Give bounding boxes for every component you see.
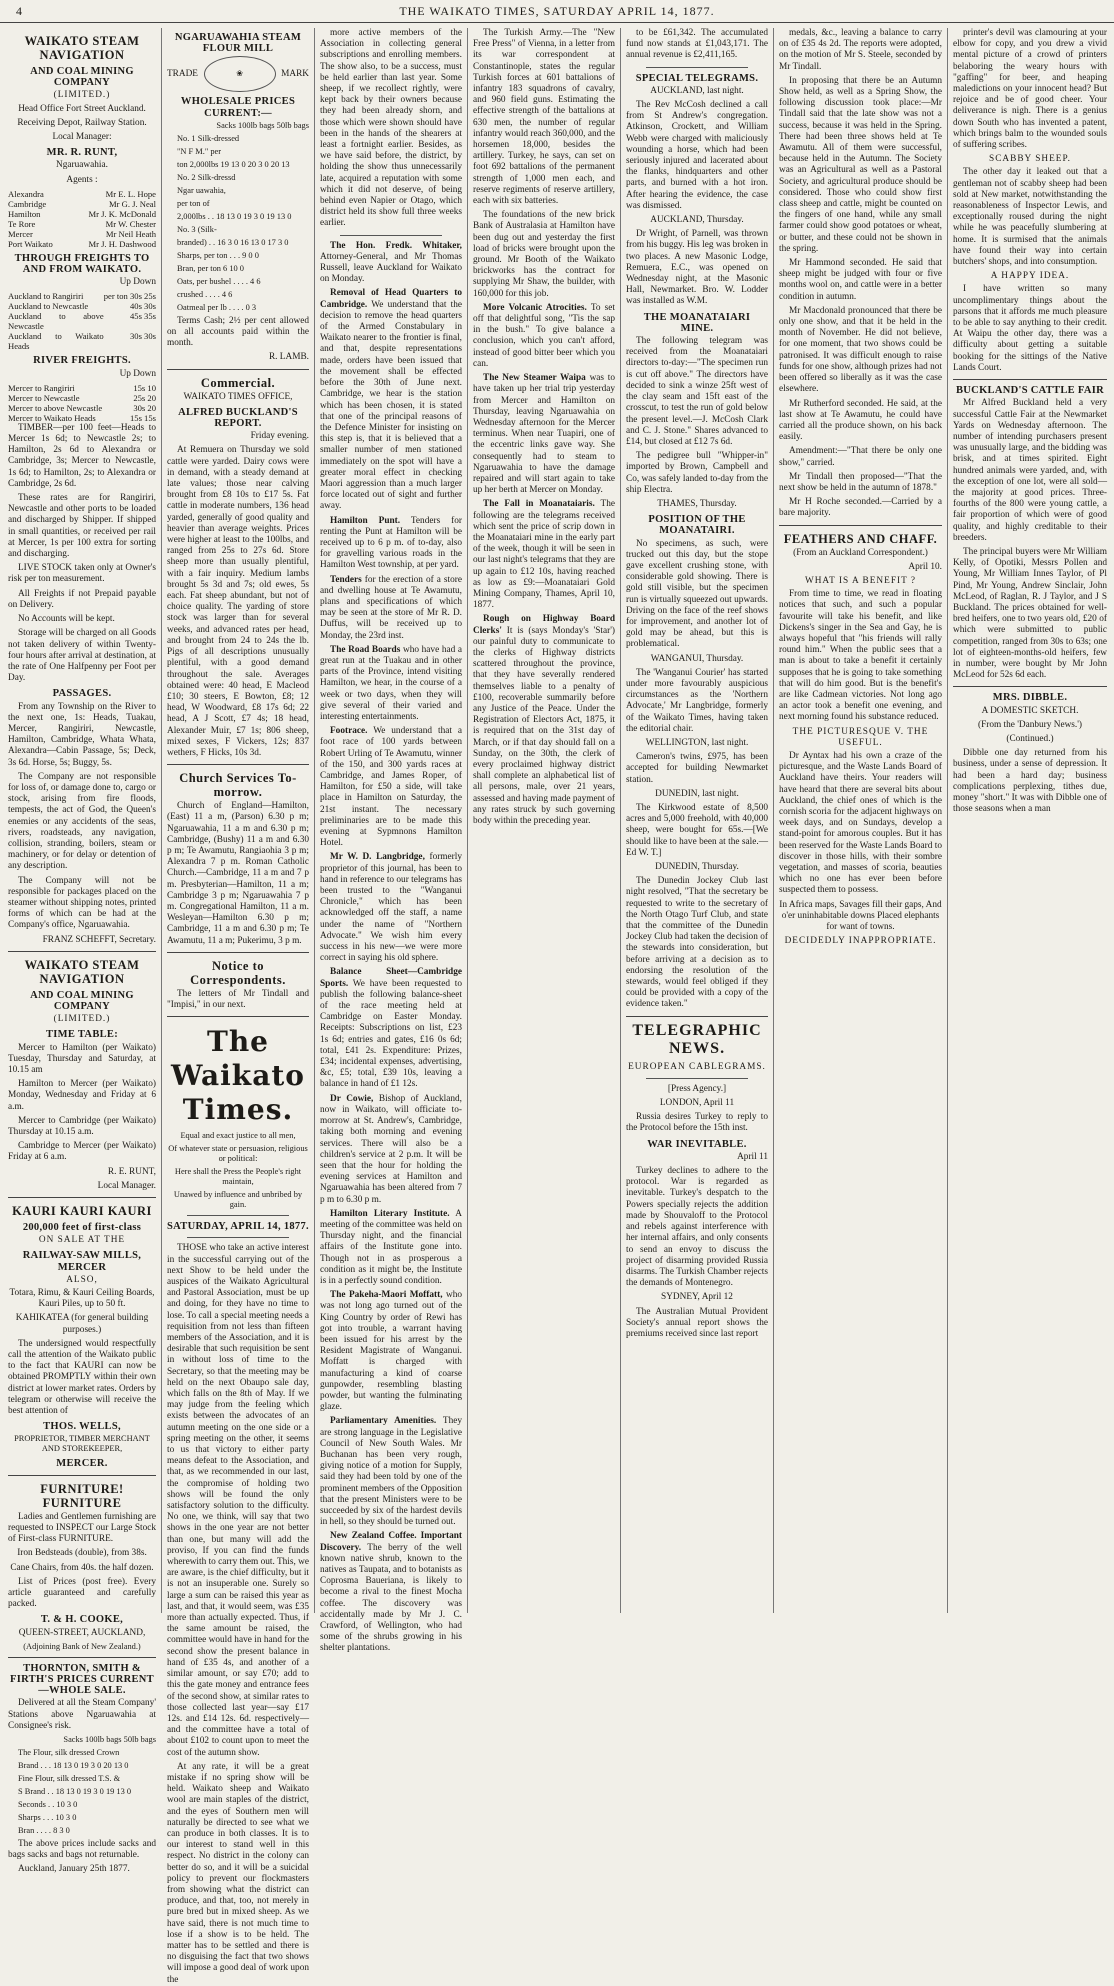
steam-nav-2-title: WAIKATO STEAM NAVIGATION <box>24 957 140 986</box>
table-row <box>8 189 156 199</box>
motto-line: Here shall the Press the People's right maintain, <box>174 1167 302 1187</box>
buckland-report-title: ALFRED BUCKLAND'S REPORT. <box>178 406 298 430</box>
news-item-body: who have had a great run at the Tuakau and in other parts of the Province, intend visiting Hamilton, we hear, in the course of a week or two days, when they will give several of their varied and interesting entertainments. <box>320 644 462 722</box>
thos-title: PROPRIETOR, TIMBER MERCHANT AND STOREKEEPER, <box>14 1434 150 1454</box>
receiving-depot: Receiving Depot, Railway Station. <box>17 117 147 128</box>
picturesque-head: THE PICTURESQUE V. THE USEFUL. <box>792 726 929 748</box>
price-row: Oats, per bushel . . . . 4 6 <box>177 276 261 286</box>
news-item-head: The Fall in Moanataiaris. <box>483 499 595 510</box>
trade-mark-block <box>167 56 309 92</box>
head-office: Head Office Fort Street Auckland. <box>18 103 146 114</box>
cooke-address: QUEEN-STREET, AUCKLAND, <box>18 1627 146 1638</box>
discussion-body: In proposing that there be an Autumn Show held, as well as a Spring Show, the following discussion took place:—Mr Tindall said that the late show was not a success, because it was held in the Spring. There had been three shows held at Te Awamutu. All of them were successful, because held in the Autumn. The Society was an Agricultural as well as a Pastoral Society, and agricultural produce should be considered. Those who could show first class sheep and cattle, might be counted on the fingers of one hand, while any small farmer could show good potatoes or wheat, or butter, and these could not be shown in the spring. <box>779 75 942 254</box>
feathers-title: FEATHERS AND CHAFF. <box>783 531 938 546</box>
agent-place: Hamilton <box>8 208 41 219</box>
page-number: 4 <box>16 4 22 18</box>
telegram-body: The pedigree bull "Whipper-in" imported by Brown, Campbell and Co, was safely landed to-day from the ship Electra. <box>626 451 768 495</box>
commercial-title: Commercial. <box>200 375 276 390</box>
news-item <box>320 967 462 1090</box>
news-item-head: Parliamentary Amenities. <box>330 1416 437 1427</box>
river-rate: 25s 20 <box>133 392 156 403</box>
freight-route: Auckland to Rangiriri <box>8 291 84 302</box>
passages-text: From any Township on the River to the next one, 1s: Heads, Tuakau, Mercer, Rangiriri, Newcastle, Hamilton, Cambridge, Whata Whata, Alexandra—Cabin Passage, 5s; Deck, 3s 6d. Horse, 5s; Buggy, 5s. <box>8 701 156 768</box>
agent-name: Mr G. J. Neal <box>108 198 156 209</box>
local-manager-town: Ngaruawahia. <box>56 160 108 171</box>
picturesque-body: Dr Ayntax had his own a craze of the picturesque, and the Waste Lands Board of Auckland have theirs. Your readers will have heard that there are several bits about Auckland, the chief ones of which is the cornish scoria for the adjacent highways on week days, and on Sundays, develop a stand-point for amorous couples. But it has been reserved for the Waste Lands Board to discover in those hills, with their sombre vegetation, and masses of scoria, beauties which no one has ever been before suspected them to possess. <box>779 750 942 896</box>
telegram-body: Dr Wright, of Parnell, was thrown from his buggy. His leg was broken in two places. A new Masonic Lodge, Remuera, E.C., was opened on Wednesday night, at the Masonic Hall, Newmarket. Bro. W. Lodder was installed as W.M. <box>626 229 768 307</box>
dateline: LONDON, April 11 <box>659 1098 735 1109</box>
schedule-item: Hamilton to Mercer (per Waikato) Monday, Wednesday and Friday at 6 a.m. <box>8 1079 156 1112</box>
thornton-row: Seconds . . 10 3 0 <box>18 1799 78 1809</box>
dibble-continued: (Continued.) <box>1006 733 1054 744</box>
buckland-fair-body: Mr Alfred Buckland held a very successful Cattle Fair at the Newmarket Yards on Wednesday afternoon. The number of intending purchasers present was unusually large, and the bidding was brisk, and at times spirited. Eight hundred animals were yarded, and, with the exception of one lot, were all sold—the majority at good prices. Three-fourths of the 800 were young cattle, a fair proportion of which were of good quality, and highly creditable to their breeders. <box>953 398 1107 543</box>
news-item-head: The Hon. Fredk. Whitaker, <box>330 240 462 251</box>
column-3 <box>320 28 463 1654</box>
paper-nameplate: The Waikato Times. <box>171 1025 305 1127</box>
divider <box>8 1657 156 1658</box>
agents-table <box>8 189 156 249</box>
table-row <box>8 209 156 219</box>
buckland-fair-body-2: The principal buyers were Mr William Kelly, of Opotiki, Messrs Pollen and Young, Mr William Innes Taylor, of Pl Pind, Mr Young, Andrew Sinclair, John McLeod, of Raglan, R. J Taylor, and J S Buckland. The prices obtained for well-bred heifers, one to two years old, £20 of which were submitted to public competition, ranged from 30s to 63s; one lot of eighteen-months-old heifers, few in number, were bought by Mr John McLeod for 52s 6d each. <box>953 546 1107 681</box>
thornton-date: Auckland, January 25th 1877. <box>18 1864 130 1875</box>
river-route: Mercer to Waikato Heads <box>8 412 96 423</box>
furniture-title: FURNITURE! FURNITURE <box>40 1481 124 1510</box>
news-item-body: who was not long ago turned out of the King Country by order of Rewi has got into trouble, a warrant having been issued for his arrest by the Resident Magistrate of Wanganui. Moffatt is charged with manufacturing a kind of coarse gunpowder, resembling blasting powder, but wanting the fulminating glaze. <box>320 1290 463 1413</box>
cable-body: Turkey declines to adhere to the protocol. War is regarded as inevitable. Turkey's despatch to the Powers specially rejects the addition made by Shouvaloff to the Protocol and rebels against interference with her internal affairs, and only consents to send an envoy to discuss the project of disarming provided Russia disarms. The Turkish Chamber rejects the demands of Montenegro. <box>626 1166 768 1289</box>
column-2 <box>167 28 309 1985</box>
news-item <box>320 516 462 572</box>
news-item <box>320 288 462 512</box>
freight-rate: per ton 30s 25s <box>103 291 156 302</box>
thos-wells: THOS. WELLS, <box>43 1421 121 1433</box>
news-item-head: Hamilton Literary Institute. <box>330 1208 450 1219</box>
news-item-head: Tenders <box>330 574 362 585</box>
divider <box>8 951 156 952</box>
happy-body: I have written so many uncomplimentary things about the parsons that it affords me much pleasure to be able to say anything to their credit. At Waipu the other day, there was a difficulty about getting a suitable booking for the sittings of the Native Lands Court. <box>953 284 1107 373</box>
dateline: AUCKLAND, last night. <box>650 85 744 96</box>
divider <box>167 1016 309 1017</box>
river-header: Up Down <box>119 368 156 379</box>
kauri-items: Totara, Rimu, & Kauri Ceiling Boards, Kauri Piles, up to 50 ft. <box>9 1288 155 1310</box>
divider <box>953 379 1107 380</box>
table-row <box>8 199 156 209</box>
through-freights-title: THROUGH FREIGHTS TO AND FROM WAIKATO. <box>14 252 150 276</box>
manager-title-2: Local Manager. <box>97 1180 156 1191</box>
telegram-body: No specimens, as such, were trucked out this day, but the stope gave excellent crushing stone, with considerable gold showing. There is gold still visible, but the specimen run is virtually squeezed out upwards. Driving on the face of the reef shows for improvement, and another lot of gold may be ahead, but this is problematical. <box>626 538 768 650</box>
agent-name: Mr E. L. Hope <box>105 188 156 199</box>
divider <box>167 369 309 370</box>
freight-rate: 45s 35s <box>129 311 156 322</box>
amp-report-continued: to be £61,342. The accumulated fund now stands at £1,043,171. The annual revenue is £2,411,165. <box>626 28 768 61</box>
thornton-row: Brand . . . 18 13 0 19 3 0 20 13 0 <box>18 1760 129 1770</box>
river-table <box>8 383 156 423</box>
decidedly-head: DECIDEDLY INAPPROPRIATE. <box>784 936 937 947</box>
agent-name: Mr J. K. McDonald <box>88 208 156 219</box>
agent-name: Mr Neil Heath <box>105 228 156 239</box>
price-row: Sharps, per ton . . . 9 0 0 <box>177 250 259 260</box>
table-row <box>8 383 156 393</box>
schedule-item: Mercer to Hamilton (per Waikato) Tuesday, Thursday and Saturday, at 10.15 am <box>8 1042 156 1075</box>
church-body: Church of England—Hamilton, (East) 11 a m, (Parson) 6.30 p m; Ngaruawahia, 11 a m and 6.30 p m; Cambridge, (Bushy) 11 a m and 6.30 p m; Te Awamutu, Rangiaohia 3 p m; Alexandra 7 p m. Roman Catholic Church.—Cambridge, 11 a m and 7 p m. Presbyterian—Hamilton, 11 a m; Cambridge 3 p m; Ngaruawahia 7 p m. Congregational Hamilton, 11 a m. Wesleyan—Hamilton 6.30 p m; Cambridge, 11 a m and 6.30 p m; Te Awamutu, 11 a m; Pukerimu, 3 p m. <box>167 801 309 946</box>
editorial-body-2: At any rate, it will be a great mistake if no spring show will be held. Waikato sheep and Waikato wool are main staples of the district, and the eyes of Southern men will naturally be directed to see what we can produce in both classes. It is to our interest to stand well in this respect. No district in the colony can better do so, and it will be a suicidal policy to prevent our flockmasters from showing what the district can produce, and that, too, not merely in pure bred but in mixed sheep. As we have said, there is not much time to lose if a show is to be held. The matter has to be settled and there is no disguising the fact that two shows will impose a good deal of work upon the <box>167 1761 309 1985</box>
news-item-head: The Road Boards <box>330 644 401 655</box>
column-4 <box>473 28 615 1613</box>
schedule-item: Mercer to Cambridge (per Waikato) Thursday at 10.15 a.m. <box>8 1115 156 1138</box>
thornton-row: Fine Flour, silk dressed T.S. & <box>18 1773 121 1783</box>
dibble-subtitle: A DOMESTIC SKETCH. <box>981 705 1079 716</box>
thornton-row: Bran . . . . 8 3 0 <box>18 1825 70 1835</box>
special-telegrams-title: SPECIAL TELEGRAMS. <box>635 72 759 84</box>
wholesale-header: Sacks 100lb bags 50lb bags <box>216 120 309 130</box>
telegram-body: The following telegram was received from the Moanataiari directors to-day:—"The specimen run is cut off above." The directors have decided to sink a winze 25ft west of the clay seam and 15ft east of the crosscut, to test the run of gold below the present level.—J. McCosh Clark and C. J. Stone." Shares advanced to £14, but closed at £12 7s 6d. <box>626 336 768 447</box>
table-row <box>8 229 156 239</box>
news-item-body: The following are the telegrams received which sent the price of scrip down in the Moanataiari mine in the early part of the week, though it will be seen in our last night's telegrams that they are up again to £12 10s, having reached as low as £9:—Moanataiari Gold Mining Company, Thames, April 10, 1877. <box>473 499 615 611</box>
table-row <box>8 413 156 423</box>
river-rate: 30s 20 <box>133 402 156 413</box>
editorial-continued: more active members of the Association in collecting general subscriptions and enrolling members. The show also, to be a success, must be held earlier than last year. Some sheep, if we recollect rightly, were kept back by their owners because they had been already shorn, and those which were shown should have been in the hands of the shearers at least a fortnight earlier. Besides, as we have said before, the district, by holding the show thus unnecessarily late, acquired a reputation with some which it did not deserve, of being behind even Napier or Otago, which district held its show full three weeks earlier. <box>320 28 462 229</box>
column-6 <box>779 28 942 1613</box>
steam-nav-subtitle: AND COAL MINING COMPANY <box>30 66 134 89</box>
dibble-source: (From the 'Danbury News.') <box>977 719 1083 730</box>
kauri-mill: RAILWAY-SAW MILLS, MERCER <box>22 1250 142 1273</box>
church-title: Church Services To-morrow. <box>179 771 297 800</box>
column-rule <box>947 28 948 1613</box>
discussion-body: Mr Rutherford seconded. He said, at the last show at Te Awamutu, he could have carried all the produce shown, on his back easily. <box>779 398 942 443</box>
agent-place: Cambridge <box>8 198 47 209</box>
price-row: No. 2 Silk-dressd <box>177 172 236 182</box>
agent-place: Port Waikato <box>8 238 53 249</box>
turkish-army: The Turkish Army.—The "New Free Press" of Vienna, in a letter from its war correspondent at Constantinople, states the regular Turkish forces at 601 battalions of infantry 183 squadrons of cavalry, and 960 field guns. Estimating the effective strength of the battalions at 630 men, the number of regular infantry would reach 360,000, and the horsemen 18,000, besides the artillery. Turkey, he says, can set on foot 692 battalions of the permanent strength of 1,000 men each, and reserve regiments of reserve artillery, each with six batteries. <box>473 28 615 207</box>
table-row <box>8 291 156 301</box>
divider <box>167 764 309 765</box>
column-rule <box>161 28 162 1613</box>
news-item-body: formerly proprietor of this journal, has been to hand in reference to our telegrams has been trusted to the "Wanganui Chronicle," which has been acknowledged off the staff, a name under the name of "Northern Advocate." We wish him every success in his new—we were more correct in saying his old sphere. <box>320 852 462 964</box>
rates-note: These rates are for Rangiriri, Newcastle and other ports to be loaded and discharged by Shipper. If shipped in small quantities, or received per rail at Mercer, 1s per 100 extra for sorting and discharging. <box>8 493 156 560</box>
river-route: Mercer to above Newcastle <box>8 402 103 413</box>
passages-title: PASSAGES. <box>52 688 112 700</box>
news-item-head: New Zealand Coffee. Important Discovery. <box>320 1531 462 1553</box>
table-row <box>8 311 156 331</box>
news-item-head: Mr W. D. Langbridge, <box>330 852 425 863</box>
divider <box>187 1237 289 1238</box>
river-route: Mercer to Newcastle <box>8 392 80 403</box>
cooke-name: T. & H. COOKE, <box>40 1614 124 1626</box>
river-rate: 15s 10 <box>133 382 156 393</box>
motto-line: Equal and exact justice to all men, <box>180 1131 296 1141</box>
cane-chairs: Cane Chairs, from 40s. the half dozen. <box>10 1562 154 1573</box>
divider <box>646 1078 748 1079</box>
news-item-body: Tenders for renting the Punt at Hamilton will be received up to 6 p m. of to-day, also for gravelling various roads in the Hamilton West township, at per yard. <box>320 515 462 571</box>
commercial-subtitle: WAIKATO TIMES OFFICE, <box>183 391 293 402</box>
news-item-body: was to have taken up her trial trip yesterday from Mercer and Hamilton on Thursday, leaving Ngaruawahia on Wednesday afternoon for the Mercer terminus. When near Tuapiri, one of the eccentric links gave way. She consequently had to steam to Ngaruawahia to have the damage repaired and will start again to take up her berth at Mercer on Monday. <box>473 373 616 496</box>
lamb-signature: R. LAMB. <box>268 352 309 363</box>
news-item-body: We understand that a foot race of 100 yards between Robert Urling of Te Awamutu, winner of the 150, and 300 yards races at Cambridge, and James Roper, of Hamilton, for £50 a side, will take place in Hamilton on Saturday, the 21st instant. The necessary preliminaries are to be made this evening at Sypmnons Hamilton Hotel. <box>320 726 462 849</box>
cooke-address-2: (Adjoining Bank of New Zealand.) <box>23 1641 141 1651</box>
divider <box>167 952 309 953</box>
news-item <box>320 1094 462 1206</box>
divider <box>340 235 442 236</box>
dateline: DUNEDIN, Thursday. <box>655 862 739 873</box>
steam-nav-title: WAIKATO STEAM NAVIGATION <box>24 34 140 62</box>
local-manager-name: MR. R. RUNT, <box>46 147 118 159</box>
editorial-body: THOSE who take an active interest in the successful carrying out of the next Show to be held under the auspices of the Waikato Agricultural and Pastoral Association, must be up and doing, for they have no time to lose. To call a special meeting needs a requisition from not less than fifteen members of the Association, and it is desirable that such requisition be sent in without loss of time to the Secretary, so that the meeting may be held on the next Obaupo sale day, which falls on the 8th of May. If we may judge from the feeling which exists between the advocates of an autumn meeting on the one side or a spring meeting on the other, it seems to us that victory to either party means defeat to the Association, and that, as we recommended in our last, the compromise of holding two shows will be found the only satisfactory solution to the difficulty. No one, we think, will say that two shows in the one year are not better than one, but many will add the proviso, If you can find the funds wherewith to carry them out. This, we are aware, is the chief difficulty, but it is not an insuperable one. Surely so large a sum can be raised this year as last, and that, it would seem, was £35 more than actually expected. Thus, if the same amount be raised, the committee would have in hand for the second show the present balance in hand of £35 4s, and another of a similar amount, or say £70; add to this the gate money and entrance fees of the second show, at similar rates to those collected last year—say £17 12s. and £14 12s. 6d. respectively—and the committee have a total of about £102 to count upon to meet the cost of the autumn show. <box>167 1243 309 1758</box>
price-row: Ngar uawahia, <box>177 185 226 195</box>
river-rate: 15s 15s <box>129 412 156 423</box>
manager-name-2: R. E. RUNT, <box>107 1166 156 1177</box>
agents-label: Agents : <box>66 174 98 185</box>
news-item-body: We understand that the decision to remove the head quarters of the Armed Constabulary in Waikato nearer to the frontier is final, and that, despite representations made, orders have been issued that the movement shall be effected before the 30th of June next. Cambridge, we hear is the station which has been chosen, it is stated that one of the principal reasons of the Defence Minister for insisting on this step is, that it is believed that a smaller number of men stationed immediately on the spot will have a greater moral effect in checking Maori aggression than a much larger force located out of sight and further away. <box>320 299 462 512</box>
news-item <box>320 645 462 723</box>
no-accounts-note: No Accounts will be kept. <box>18 614 115 625</box>
news-item-head: The New Steamer Waipa <box>483 373 586 384</box>
table-row <box>8 239 156 249</box>
motto-line: Unawed by influence and unbribed by gain. <box>173 1190 303 1210</box>
thornton-row: The Flour, silk dressed Crown <box>18 1747 120 1757</box>
dateline: DUNEDIN, last night. <box>655 788 739 799</box>
war-inevitable-title: WAR INEVITABLE. <box>647 1138 747 1150</box>
feathers-subtitle: (From an Auckland Correspondent.) <box>793 547 928 558</box>
buckland-report-date: Friday evening. <box>250 431 309 442</box>
dateline: WELLINGTON, last night. <box>645 737 749 748</box>
european-cablegrams: EUROPEAN CABLEGRAMS. <box>628 1061 766 1072</box>
divider <box>187 1215 289 1216</box>
news-item <box>320 726 462 849</box>
thornton-subtitle: Delivered at all the Steam Company' Stations above Ngaruawahia at Consignee's risk. <box>8 1698 156 1731</box>
feathers-date: April 10. <box>908 561 942 572</box>
divider <box>779 525 942 526</box>
news-item <box>320 1416 462 1528</box>
wholesale-title: WHOLESALE PRICES CURRENT:— <box>180 96 296 119</box>
telegram-body: The Kirkwood estate of 8,500 acres and 5,000 freehold, with 40,000 sheep, were bought for 65s.—[We should like to have been at the sale.—Ed W. T.] <box>626 803 768 858</box>
kauri-on-sale: ON SALE AT THE <box>38 1235 126 1246</box>
column-rule <box>467 28 468 1613</box>
news-item-body: Attorney-General, and Mr Thomas Russell, leave Auckland for Waikato on Monday. <box>320 251 462 285</box>
kauri-quantity: 200,000 feet of first-class <box>22 1222 142 1234</box>
furniture-intro: Ladies and Gentlemen furnishing are requested to INSPECT our Large Stock of First-class FURNITURE. <box>8 1511 156 1545</box>
limited-label: (LIMITED.) <box>53 90 111 101</box>
cable-body: The Australian Mutual Provident Society's annual report shows the premiums received since last report <box>626 1306 768 1339</box>
freight-route: Auckland to Newcastle <box>8 301 89 312</box>
news-item-head: Footrace. <box>330 726 368 737</box>
table-row <box>8 393 156 403</box>
news-item <box>473 614 615 827</box>
thornton-note: The above prices include sacks and bags sacks and bags not returnable. <box>8 1838 156 1861</box>
mercer-label: MERCER. <box>56 1458 108 1470</box>
news-item-head: The Pakeha-Maori Moffatt, <box>330 1290 443 1301</box>
live-stock-note: LIVE STOCK taken only at Owner's risk per ton measurement. <box>8 563 156 585</box>
freight-rate: 40s 30s <box>129 301 156 312</box>
price-row: No. 3 (Silk- <box>177 224 217 234</box>
kahikatea: KAHIKATEA (for general building purposes.) <box>15 1313 149 1335</box>
price-row: Oatmeal per lb . . . . 0 3 <box>177 302 257 312</box>
discussion-body: Mr Hammond seconded. He said that sheep might be judged with four or five months wool on, and cattle were in a better condition in autumn. <box>779 258 942 302</box>
notice-body: The letters of Mr Tindall and "Impisi," in our next. <box>167 988 309 1010</box>
dateline: SYDNEY, April 12 <box>661 1292 733 1303</box>
news-item-head: More Volcanic Atrocities. <box>483 302 587 313</box>
dateline: April 11 <box>737 1151 768 1162</box>
divider <box>8 1197 156 1198</box>
news-item-body: for the erection of a store and dwelling house at Te Awamutu, plans and specifications of which may be seen at the store of Mr R. D. Duffus, will be received up to Monday, the 23rd inst. <box>320 574 463 641</box>
price-row: ton 2,000lbs 19 13 0 20 3 0 20 13 <box>177 159 290 169</box>
schedule-item: Cambridge to Mercer (per Waikato) Friday at 6 a.m. <box>8 1141 156 1163</box>
table-row <box>8 403 156 413</box>
price-list-note: List of Prices (post free). Every article guaranteed and carefully packed. <box>8 1576 156 1610</box>
newspaper-title: THE WAIKATO TIMES, SATURDAY APRIL 14, 1877. <box>399 4 715 18</box>
thornton-header: Sacks 100lb bags 50lb bags <box>63 1734 156 1744</box>
thornton-row: S Brand . . 18 13 0 19 3 0 19 13 0 <box>18 1786 132 1796</box>
news-item <box>320 1209 462 1287</box>
freights-table <box>8 291 156 351</box>
buckland-fair-title: BUCKLAND'S CATTLE FAIR <box>956 385 1104 397</box>
news-item-body: It is (says Monday's 'Star') our painful duty to communicate to the clerks of Highway districts scattered throughout the province, that they have severally rendered themselves liable to a penalty of £100, recoverable summarily before any Justice of the Peace. Under the Registration of Electors Act, 1875, it is required that on the 31st day of March, or if that day should fall on a Sunday, on the 30th, the clerk of every proclaimed highway district shall complete an alphabetical list of all persons, male, over 21 years, assessed and having made payment of any rates struck by such governing body within the preceding year. <box>473 625 615 827</box>
editorial-dateline: SATURDAY, APRIL 14, 1877. <box>167 1221 309 1233</box>
freights-prepaid-note: All Freights if not Prepaid payable on Delivery. <box>8 588 156 610</box>
verse: In Africa maps, Savages fill their gaps, And o'er uninhabitable downs Placed elephants for want of towns. <box>779 899 942 933</box>
price-row: 2,000lbs . . 18 13 0 19 3 0 19 13 0 <box>177 211 292 221</box>
news-item-head: Hamilton Punt. <box>330 515 401 526</box>
telegram-body: Cameron's twins, £975, has been accepted for building Newmarket station. <box>626 752 768 785</box>
news-item-body: The berry of the well known native shrub, known to the natives as Taupata, and to botanists as Coprosma Baueriana, is likely to become a rival to the finest Mocha coffee. The discovery was accidentally made by Mr J. C. Crawford, of Wellington, who had some of the shrubs growing in his shelter plantations. <box>320 1542 462 1654</box>
flour-mill-title: NGARUAWAHIA STEAM FLOUR MILL <box>174 32 302 55</box>
news-item-body: To set off that delightful song, "Tis the sap in the bush." To give balance a conclusion, which you can't afford, instead of good bitter beer which you can. <box>473 302 615 369</box>
scabby-body: The other day it leaked out that a gentleman not of scabby sheep had been sold at New market, notwithstanding the reasonableness of Inspector Lewis, and exceptionally roused during the night while he was peacefully slumbering at home. It is surmised that the animals have found their way into certain butchers' shops, and into consumption. <box>953 167 1107 268</box>
column-rule <box>314 28 315 1613</box>
mark-label: MARK <box>281 68 309 79</box>
commercial-body: At Remuera on Thursday we sold cattle were yarded. Dairy cows were in demand, with a steady demand at late values; those near calving brought from £8 10s to £17 5s. Fat cattle in moderate numbers, 136 head yarded, generally of good quality and heavier than average weights. Prices were higher at least to the 100lbs, and ranged from 25s to 27s 6d. Store sheep more than usually plentiful, with a fair inquiry. Medium lambs brought 5s 3d and 7s; old ewes, 5s each. Fat sheep abundant, but not of choice quality. The yarding of store stock was larger than for several weeks, and advanced rates per head, and brought from 24 to 24s the lb. Pigs of all descriptions unusually plentiful, with a good demand throughout the sale. Averages obtained were: 40 head, E Macleod £10; 30 steers, E Bowton, £8; 12 head, W Woodward, £8 17s 6d; 22 head, A J Scott, £7 4s; 18 head, Alexander Muir, £7 1s; 806 sheep, mixed sexes, F Vickers, 12s; 837 wethers, F Hicks, 10s 3d. <box>167 445 309 758</box>
press-agency: [Press Agency.] <box>667 1083 727 1094</box>
price-row: branded) . . 16 3 0 16 13 0 17 3 0 <box>177 237 289 247</box>
masthead <box>0 0 1114 23</box>
discussion-body: Mr H Roche seconded.—Carried by a bare majority. <box>779 497 942 519</box>
timber-rates: TIMBER—per 100 feet—Heads to Mercer 1s 6d; to Newcastle 2s; to Hamilton, 2s 6d to Alexandra or Cambridge, 3s; Mercer to Newcastle, 1s 6d; to Hamilton, 2s; to Alexandra or Cambridge, 2s 6d. <box>8 422 156 489</box>
column-rule <box>620 28 621 1613</box>
dateline: WANGANUI, Thursday. <box>650 653 744 664</box>
column-rule <box>773 28 774 1613</box>
news-item <box>320 575 462 642</box>
freight-rate: 30s 30s <box>129 331 156 342</box>
trade-label: TRADE <box>167 68 198 79</box>
freight-route: Auckland to above Newcastle <box>8 311 104 332</box>
price-row: "N F M." per <box>177 146 222 156</box>
price-row: crushed . . . . 4 6 <box>177 289 233 299</box>
divider <box>646 67 748 68</box>
agent-place: Te Rore <box>8 218 36 229</box>
dateline: AUCKLAND, Thursday. <box>650 215 744 226</box>
river-route: Mercer to Rangiriri <box>8 382 75 393</box>
news-item-body: Bishop of Auckland, now in Waikato, will officiate to-morrow at St. Andrew's, Cambridge, taking both morning and evening services. There will also be a children's service at 2 p.m. It will be seen that the hour for holding the evening services at Hamilton and Ngaruawahia has been altered from 7 p m to 6.30 p m. <box>320 1093 462 1205</box>
thornton-title: THORNTON, SMITH & FIRTH'S PRICES CURRENT—WHOLE SALE. <box>10 1662 154 1697</box>
table-row <box>8 331 156 351</box>
news-item <box>473 303 615 370</box>
local-manager-label: Local Manager: <box>52 132 112 143</box>
freight-route: Auckland to Waikato Heads <box>8 331 104 352</box>
agent-name: Mr J. H. Dashwood <box>88 238 156 249</box>
thornton-row: Sharps . . . 10 3 0 <box>18 1812 77 1822</box>
telegram-body: The 'Wanganui Courier' has started under more favourably auspicious circumstances as the 'Northern Advocate,' Mr Langbridge, formerly of the Waikato Times, having taken the editorial chair. <box>626 667 768 734</box>
secretary-signature: FRANZ SCHEFFT, Secretary. <box>42 934 156 945</box>
discussion-body: Mr Macdonald pronounced that there be only one show, and that it be held in the month of November. He did not believe, for one moment, that two shows could be patronised. It was difficult enough to raise funds for one show, although prizes had not been offered so liberally as it was the case elsewhere. <box>779 305 942 395</box>
news-item-body: They are strong language in the Legislative Council of New South Wales. Mr Buchanan has been very rough, giving notice of a motion for Supply, said they had been told by one of the prominent members of the Opposition that the present Ministers were to be succeeded by six of the hardest devils in hell, so they should be turned out. <box>320 1416 463 1528</box>
news-item-body: We have been requested to publish the following balance-sheet of the race meeting held at Cambridge on Easter Monday. Receipts: Subscriptions on list, £23 1s 6d; entries and gates, £16 0s 6d; total, £41 2s. Expenditure: Prizes, £34; incidental expenses, advertising, &c, £5; total, £39 10s, leaving a balance in hand of £1 12s. <box>320 978 463 1090</box>
kauri-notice: The undersigned would respectfully call the attention of the Waikato public to the fact that KAURI can now be obtained PROMPTLY within their own district at lower market rates. Orders by telegram or otherwise will receive the best attention of <box>8 1338 156 1417</box>
news-item-head: Removal of Head Quarters to Cambridge. <box>320 288 462 310</box>
motto-line: Of whatever state or persuasion, religious or political: <box>168 1144 308 1164</box>
scabby-head: SCABBY SHEEP. <box>989 154 1071 165</box>
storage-note: Storage will be charged on all Goods not taken delivery of within Twenty-four hours after arrival at destination, at the rate of One Halfpenny per Foot per Day. <box>8 628 156 684</box>
agent-place: Alexandra <box>8 188 44 199</box>
dibble-title: MRS. DIBBLE. <box>992 692 1068 704</box>
river-freights-title: RIVER FREIGHTS. <box>33 355 131 367</box>
dateline: THAMES, Thursday. <box>657 498 737 509</box>
notice-title: Notice to Correspondents. <box>190 958 286 987</box>
mine-title: THE MOANATAIARI MINE. <box>643 311 751 334</box>
steam-nav-2-subtitle: AND COAL MINING COMPANY <box>30 989 134 1012</box>
divider <box>626 1016 768 1017</box>
table-row <box>8 219 156 229</box>
news-item <box>320 1531 462 1654</box>
column-1 <box>8 28 156 1875</box>
news-item-head: Rough on Highway Board Clerks' <box>473 614 615 636</box>
mill-seal-icon: ❀ <box>204 56 276 92</box>
price-row: per ton of <box>177 198 210 208</box>
bank-foundations: The foundations of the new brick Bank of Australasia at Hamilton have been dug out and yesterday the first load of bricks were brought upon the ground. Mr Booth of the Waikato brickworks has the contract for supplying Mr Shaw, the builder, with 160,000 for this job. <box>473 210 615 299</box>
company-notice: The Company are not responsible for loss of, or damage done to, cargo or stock, arising from fire floods, tempests, the act of God, the Queen's enemies or any accidents of the seas, rivers, roadsteads, any navigation, collision, stranding, boilers, steam or machinery, or for delay or detention of any description. <box>8 771 156 872</box>
divider <box>953 686 1107 687</box>
terms-note: Terms Cash; 2½ per cent allowed on all accounts paid within the month. <box>167 315 309 349</box>
freights-header: Up Down <box>119 277 156 288</box>
divider <box>8 1475 156 1476</box>
price-row: Bran, per ton 6 10 0 <box>177 263 244 273</box>
dibble-body: Dibble one day returned from his business, under a sense of depression. It had been a hard day; business complications perplexing, tithes due, money "short." It was with Dibble one of those seasons when a man <box>953 748 1107 815</box>
telegraphic-news-title: TELEGRAPHIC NEWS. <box>632 1021 762 1057</box>
kauri-title: KAURI KAURI KAURI <box>12 1204 152 1219</box>
agent-name: Mr W. Chester <box>105 218 156 229</box>
agent-place: Mercer <box>8 228 33 239</box>
news-item <box>473 373 615 496</box>
kauri-also: ALSO, <box>66 1274 98 1285</box>
news-item <box>320 241 462 286</box>
position-title: POSITION OF THE MOANATAIRI. <box>648 514 746 537</box>
price-row: No. 1 Silk-dressed <box>177 133 240 143</box>
news-item-body: A meeting of the committee was held on Thursday night, and the financial affairs of the Institute gone into. Though not in as prosperous a condition as it might be, the Institute is in a perfectly sound condition. <box>320 1208 463 1286</box>
discussion-body: Mr Tindall then proposed—"That the next show be held in the autumn of 1878." <box>779 471 942 493</box>
news-item <box>320 852 462 964</box>
news-item-head: Balance Sheet—Cambridge Sports. <box>320 967 462 989</box>
time-table-title: TIME TABLE: <box>45 1029 119 1041</box>
benefit-head: WHAT IS A BENEFIT ? <box>804 575 917 586</box>
news-item <box>473 499 615 611</box>
column-5 <box>626 28 768 1613</box>
discussion-body: Amendment:—"That there be only one show," carried. <box>779 446 942 468</box>
benefit-body: From time to time, we read in floating notices that such, and such a popular favourite will take his benefit, and like Dickens's singer in the Sea and Gay, he is always hopeful that "his friends will rally round him." When the public sees that a man is about to take a benefit it certainly supposes that he is going to take something that will do him good. But is the benefit's are like Cadmean victories. Not long ago an actor took a benefit one evening, and next morning found his substance reduced. <box>779 589 942 723</box>
report-continued: medals, &c., leaving a balance to carry on of £35 4s 2d. The reports were adopted, on the motion of Mr S. Steele, seconded by Mr Tindall. <box>779 28 942 72</box>
happy-head: A HAPPY IDEA. <box>990 271 1070 282</box>
cable-body: Russia desires Turkey to reply to the Protocol before the 15th inst. <box>626 1112 768 1134</box>
column-7 <box>953 28 1107 1613</box>
company-notice-2: The Company will not be responsible for packages placed on the steamer without shipping notes, printed forms of which can be had at the Company's office, Ngaruawahia. <box>8 875 156 931</box>
news-item-head: Dr Cowie, <box>330 1093 374 1104</box>
telegram-body: The Dunedin Jockey Club last night resolved, "That the secretary be requested to write to the secretary of the North Otago Turf Club, and state that the committee of the Dunedin Jockey Club had taken the decision of the stewards into consideration, but before arriving at a decision as to endorsing the resolution of the stewards, would feel obliged if they could be provided with a copy of the evidence taken." <box>626 876 768 1010</box>
table-row <box>8 301 156 311</box>
printers-devil: printer's devil was clamouring at your elbow for copy, and you drew a vivid mental picture of a crowd of printers belaboring the weary hours with "gaffing" for beer, and heaping maledictions on your innocent head? But rejoice and be of good cheer. Your deliverance is nigh. There is a genius down South who has invented a patent, which brings balm to the wounded souls of suffering scribes. <box>953 28 1107 151</box>
iron-bedsteads: Iron Bedsteads (double), from 38s. <box>17 1548 147 1559</box>
limited-label-2: (LIMITED.) <box>53 1014 111 1025</box>
news-item <box>320 1290 462 1413</box>
telegram-body: The Rev McCosh declined a call from St Andrew's congregation. Atkinson, Crockett, and William Webb were charged with maliciously wounding a horse, which had been seriously injured and lacerated about the flanks, hindquarters and other parts, and burned with a hot iron. After hearing the evidence, the case was dismissed. <box>626 100 768 211</box>
